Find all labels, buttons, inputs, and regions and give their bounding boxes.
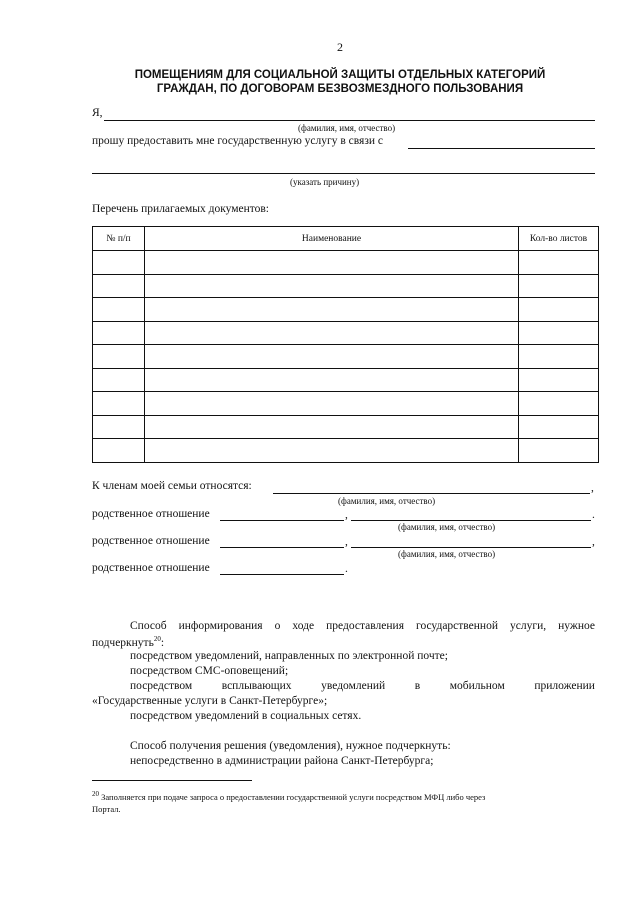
col-name-header: Наименование bbox=[145, 227, 519, 251]
table-cell[interactable] bbox=[145, 415, 519, 439]
table-cell[interactable] bbox=[519, 392, 599, 416]
table-row bbox=[93, 368, 599, 392]
form-title bbox=[80, 68, 600, 96]
documents-table bbox=[92, 226, 599, 463]
table-row bbox=[93, 415, 599, 439]
family-fio-line-3[interactable] bbox=[351, 547, 591, 548]
table-cell[interactable] bbox=[145, 392, 519, 416]
footnote-line-1 bbox=[92, 788, 602, 803]
app-word: в bbox=[414, 680, 421, 692]
inform-intro-line2 bbox=[92, 635, 164, 649]
table-cell[interactable] bbox=[93, 368, 145, 392]
table-row bbox=[93, 274, 599, 298]
app-word: уведомлений bbox=[321, 680, 386, 692]
col-sheets-header: Кол-во листов bbox=[519, 227, 599, 251]
decision-option-admin[interactable]: непосредственно в администрации района Санкт-Петербурга; bbox=[130, 755, 434, 767]
table-row bbox=[93, 298, 599, 322]
documents-heading: Перечень прилагаемых документов: bbox=[92, 203, 270, 215]
table-cell[interactable] bbox=[145, 298, 519, 322]
relation-comma-1: , bbox=[345, 509, 348, 521]
page-number: 2 bbox=[337, 40, 343, 54]
title-line-2: ГРАЖДАН, ПО ДОГОВОРАМ БЕЗВОЗМЕЗДНОГО ПОЛЬЗОВАНИЯ bbox=[156, 83, 524, 95]
table-row bbox=[93, 251, 599, 275]
family-fio-line-2[interactable] bbox=[351, 520, 591, 521]
app-word: мобильном bbox=[449, 680, 505, 692]
table-cell[interactable] bbox=[93, 251, 145, 275]
inform-intro-2-text: подчеркнуть bbox=[92, 636, 154, 649]
relation-line-2[interactable] bbox=[220, 547, 344, 548]
reason-caption: (указать причину) bbox=[290, 177, 360, 187]
inform-option-email[interactable]: посредством уведомлений, направленных по электронной почте; bbox=[130, 650, 448, 662]
col-number-header: № п/п bbox=[93, 227, 145, 251]
family-intro: К членам моей семьи относятся: bbox=[92, 480, 252, 492]
relation-comma-2: , bbox=[345, 536, 348, 548]
reason-line-1[interactable] bbox=[408, 148, 595, 149]
inform-intro: Способ информирования о ходе предоставления государственной услуги, нужное bbox=[130, 620, 595, 632]
table-cell[interactable] bbox=[519, 345, 599, 369]
table-cell[interactable] bbox=[519, 321, 599, 345]
table-row bbox=[93, 392, 599, 416]
table-row bbox=[93, 321, 599, 345]
table-cell[interactable] bbox=[145, 321, 519, 345]
table-cell[interactable] bbox=[145, 439, 519, 463]
reason-line-2[interactable] bbox=[92, 173, 595, 174]
footnote-text-1: Заполняется при подаче запроса о предоставлении государственной услуги посредством МФЦ либо через bbox=[101, 791, 486, 802]
footnote-text-2: Портал. bbox=[92, 803, 121, 814]
request-text: прошу предоставить мне государственную услугу в связи с bbox=[92, 135, 384, 147]
title-line-1: ПОМЕЩЕНИЯМ ДЛЯ СОЦИАЛЬНОЙ ЗАЩИТЫ ОТДЕЛЬНЫХ КАТЕГОРИЙ bbox=[134, 69, 546, 81]
table-cell[interactable] bbox=[519, 274, 599, 298]
relation-label-1: родственное отношение bbox=[92, 508, 210, 520]
table-cell[interactable] bbox=[145, 368, 519, 392]
inform-option-app-line2[interactable]: «Государственные услуги в Санкт-Петербурге»; bbox=[92, 695, 328, 707]
table-cell[interactable] bbox=[145, 274, 519, 298]
footnote-ref: 20 bbox=[153, 635, 161, 643]
table-cell[interactable] bbox=[93, 298, 145, 322]
inform-intro-colon: : bbox=[160, 636, 165, 649]
table-cell[interactable] bbox=[93, 345, 145, 369]
table-cell[interactable] bbox=[519, 368, 599, 392]
inform-option-social[interactable]: посредством уведомлений в социальных сетях. bbox=[130, 710, 362, 722]
table-cell[interactable] bbox=[93, 439, 145, 463]
family-fio-caption-2: (фамилия, имя, отчество) bbox=[398, 522, 496, 532]
table-cell[interactable] bbox=[93, 274, 145, 298]
table-cell[interactable] bbox=[145, 345, 519, 369]
family-end-comma-3: , bbox=[592, 536, 595, 548]
family-end-comma-1: , bbox=[591, 482, 594, 494]
app-word: приложении bbox=[534, 680, 595, 692]
family-end-period-2: . bbox=[592, 509, 595, 521]
applicant-fio-caption: (фамилия, имя, отчество) bbox=[298, 123, 396, 133]
table-cell[interactable] bbox=[93, 321, 145, 345]
inform-option-app[interactable] bbox=[130, 680, 595, 692]
relation-label-3: родственное отношение bbox=[92, 562, 210, 574]
relation-line-3[interactable] bbox=[220, 574, 344, 575]
table-cell[interactable] bbox=[519, 415, 599, 439]
app-word: всплывающих bbox=[221, 680, 292, 692]
app-word: посредством bbox=[130, 680, 193, 692]
footnote-separator bbox=[92, 780, 252, 781]
decision-intro: Способ получения решения (уведомления), нужное подчеркнуть: bbox=[130, 740, 451, 752]
footnote bbox=[92, 788, 602, 815]
table-cell[interactable] bbox=[145, 251, 519, 275]
table-row bbox=[93, 345, 599, 369]
relation-line-1[interactable] bbox=[220, 520, 344, 521]
relation-end-period: . bbox=[345, 563, 348, 575]
applicant-prefix: Я, bbox=[92, 107, 103, 119]
relation-label-2: родственное отношение bbox=[92, 535, 210, 547]
inform-option-sms[interactable]: посредством СМС-оповещений; bbox=[130, 665, 289, 677]
table-row bbox=[93, 439, 599, 463]
footnote-number: 20 bbox=[92, 790, 99, 798]
family-fio-line-1[interactable] bbox=[273, 493, 590, 494]
table-cell[interactable] bbox=[93, 415, 145, 439]
table-cell[interactable] bbox=[93, 392, 145, 416]
family-fio-caption-3: (фамилия, имя, отчество) bbox=[398, 549, 496, 559]
documents-header-row bbox=[93, 227, 599, 251]
table-cell[interactable] bbox=[519, 439, 599, 463]
applicant-fio-line[interactable] bbox=[104, 120, 595, 121]
family-fio-caption-1: (фамилия, имя, отчество) bbox=[338, 496, 436, 506]
table-cell[interactable] bbox=[519, 298, 599, 322]
table-cell[interactable] bbox=[519, 251, 599, 275]
